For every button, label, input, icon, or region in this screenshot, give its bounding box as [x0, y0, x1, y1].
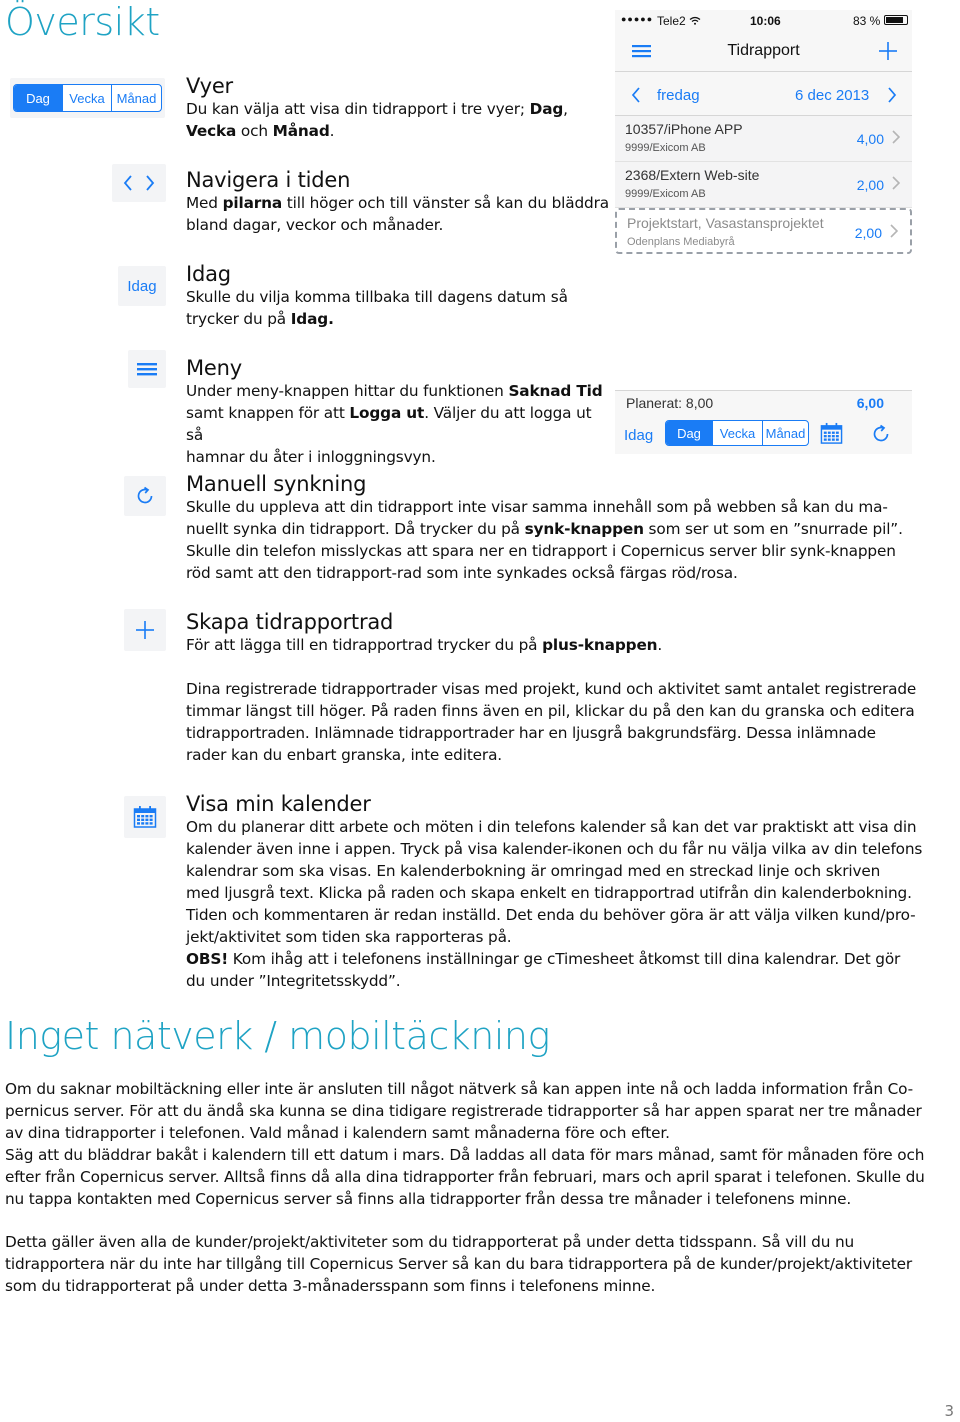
- status-bar: [615, 10, 912, 32]
- clock-label: 10:06: [750, 14, 781, 28]
- section-heading: Manuell synkning: [186, 472, 367, 496]
- section-heading: Skapa tidrapportrad: [186, 610, 394, 634]
- view-segmented-control[interactable]: [13, 84, 162, 112]
- section-navigate: [186, 168, 611, 236]
- section-heading: Navigera i tiden: [186, 168, 351, 192]
- timesheet-row[interactable]: [615, 116, 912, 162]
- plus-icon[interactable]: [879, 42, 897, 60]
- today-button[interactable]: Idag: [624, 427, 654, 444]
- page-title: Översikt: [5, 0, 160, 44]
- today-tile: [118, 266, 166, 306]
- plus-tile: [124, 609, 166, 651]
- row-hours: 4,00: [856, 131, 884, 147]
- row-customer: 9999/Exicom AB: [625, 188, 706, 200]
- section-rows-info: [186, 678, 926, 766]
- weekday-label: fredag: [657, 87, 700, 104]
- section-heading: Vyer: [186, 74, 233, 98]
- row-project: 2368/Extern Web-site: [625, 167, 760, 183]
- section-text: För att lägga till en tidrapportrad trycker du på plus-knappen.: [186, 636, 663, 654]
- offline-paragraph-1: Om du saknar mobiltäckning eller inte är ansluten till något nätverk så kan appen inte nå och ladda information från Co- pernicus server. För att du ändå ska kunna se dina tidigare registrerade tidrapporter så har appen sparat ner tre månader av dina tidrapporter i telefonen. Vald månad i kalendern samt månaderna före och efter. Säg att du bläddrar bakåt i kalendern till ett datum i mars. Då laddas all data för mars månad, samt för månaden före och efter från Copernicus server. Alltså finns då alla dina tidrapporter från februari, mars och april sparat i telefonen. Skulle du nu tappa kontakten med Copernicus server så finns alla tidrapporter från dessa tre månader i telefonens minne.: [5, 1080, 925, 1208]
- nav-title: Tidrapport: [727, 42, 800, 59]
- segment-control-tile: [10, 78, 165, 118]
- total-hours: 6,00: [856, 395, 884, 411]
- section-text: Du kan välja att visa din tidrapport i tre vyer; Dag, Vecka och Månad.: [186, 100, 568, 140]
- section-menu: [186, 356, 611, 468]
- row-event-title: Projektstart, Vasastansprojektet: [627, 215, 824, 231]
- battery-icon: [884, 15, 908, 25]
- section-today: [186, 262, 611, 330]
- battery-label: 83 %: [853, 14, 881, 28]
- page-number: 3: [944, 1402, 954, 1420]
- phone-screenshot-timesheet: [615, 10, 912, 250]
- offline-heading: Inget nätverk / mobiltäckning: [5, 1014, 550, 1058]
- chevron-right-icon[interactable]: [890, 224, 898, 238]
- date-label: 6 dec 2013: [795, 87, 870, 104]
- segment-week[interactable]: Vecka: [712, 421, 762, 445]
- section-heading: Visa min kalender: [186, 792, 371, 816]
- chevron-right-icon[interactable]: [887, 87, 897, 103]
- segment-week[interactable]: Vecka: [62, 85, 111, 111]
- sync-icon[interactable]: [870, 423, 892, 445]
- carrier-label: Tele2: [657, 14, 686, 28]
- section-heading: Meny: [186, 356, 242, 380]
- segment-month[interactable]: Månad: [762, 421, 808, 445]
- today-button[interactable]: Idag: [127, 277, 157, 295]
- row-hours: 2,00: [856, 177, 884, 193]
- calendar-tile: [124, 796, 166, 838]
- segment-day[interactable]: Dag: [666, 421, 712, 445]
- wifi-icon: [689, 16, 701, 25]
- phone-screenshot-toolbar: [615, 390, 912, 454]
- section-create: [186, 610, 926, 656]
- planned-label: Planerat: 8,00: [626, 395, 714, 411]
- segment-month[interactable]: Månad: [111, 85, 161, 111]
- view-segmented-control[interactable]: [665, 420, 809, 446]
- row-event-calendar: Odenplans Mediabyrå: [627, 236, 735, 248]
- signal-icon: ●●●●●: [621, 14, 654, 24]
- section-heading: Idag: [186, 262, 231, 286]
- plus-icon[interactable]: [135, 620, 155, 640]
- section-views: [186, 74, 606, 142]
- sync-icon[interactable]: [134, 485, 156, 507]
- calendar-icon[interactable]: [133, 805, 157, 829]
- nav-bar: [615, 32, 912, 72]
- section-text: Med pilarna till höger och till vänster så kan du bläddra bland dagar, veckor och månader.: [186, 194, 609, 234]
- chevron-left-right-icon[interactable]: [117, 173, 161, 193]
- section-text: Skulle du uppleva att din tidrapport inte visar samma innehåll som på webben så kan du ma- nuellt synka din tidrapport. Då trycker du på synk-knappen som ser ut som en ”snurrade pil”. Skulle din telefon misslyckas att spara ner en tidrapport i Copernicus server blir synk-knappen röd samt att den tidrapport-rad som inte synkades också färgas röd/rosa.: [186, 498, 903, 582]
- segment-day[interactable]: Dag: [14, 85, 62, 111]
- section-text: Om du planerar ditt arbete och möten i din telefons kalender så kan det var praktiskt att visa din kalender även inne i appen. Tryck på visa kalender-ikonen och du får nu välja vilka av din telefons kalendrar som ska visas. En kalenderbokning är omringad med en streckad linje och skriven med ljusgrå text. Klicka på raden och skapa enkelt en tidrapportrad utifrån din kalenderbokning. Tiden och kommentaren är redan inställd. Det enda du behöver göra är att välja vilken kund/pro- jekt/aktivitet som tiden ska rapporteras på. OBS! Kom ihåg att i telefonens inställningar ge cTimesheet åtkomst till dina kalendrar. Det gör du under ”Integritetsskydd”.: [186, 818, 923, 990]
- section-text: Dina registrerade tidrapportrader visas med projekt, kund och aktivitet samt antalet registrerade timmar längst till höger. På raden finns även en pil, klickar du på den kan du granska och editera tidrapportraden. Inlämnade tidrapportrader har en ljusgrå bakgrundsfärg. Dessa inlämnade rader kan du enbart granska, inte editera.: [186, 680, 917, 764]
- calendar-icon[interactable]: [820, 422, 843, 445]
- chevron-right-icon[interactable]: [892, 130, 900, 144]
- chevron-right-icon[interactable]: [892, 176, 900, 190]
- timesheet-row[interactable]: [615, 162, 912, 208]
- chevron-left-icon[interactable]: [631, 87, 641, 103]
- section-calendar: [186, 792, 926, 992]
- offline-paragraph-2: Detta gäller även alla de kunder/projekt/aktiviteter som du tidrapporterat på under detta tidsspann. Så vill du nu tidrapportera när du inte har tillgång till Copernicus Server så kan du bara tidrapportera på de kunder/projekt/aktiviteter som du tidrapporterat på under detta 3-månadersspann som finns i telefonens minne.: [5, 1233, 912, 1295]
- row-project: 10357/iPhone APP: [625, 121, 743, 137]
- section-text: Skulle du vilja komma tillbaka till dagens datum så trycker du på Idag.: [186, 288, 568, 328]
- section-text: Under meny-knappen hittar du funktionen Saknad Tid samt knappen för att Logga ut. Väljer du att logga ut så hamnar du åter i inloggningsvyn.: [186, 382, 603, 466]
- day-navigation-bar: [615, 72, 912, 116]
- hamburger-menu-icon[interactable]: [137, 361, 157, 377]
- row-hours: 2,00: [854, 225, 882, 241]
- menu-tile: [128, 350, 166, 388]
- row-customer: 9999/Exicom AB: [625, 142, 706, 154]
- arrows-tile: [112, 164, 166, 202]
- calendar-booking-row[interactable]: [615, 208, 912, 254]
- sync-tile: [124, 476, 166, 516]
- section-sync: [186, 472, 926, 584]
